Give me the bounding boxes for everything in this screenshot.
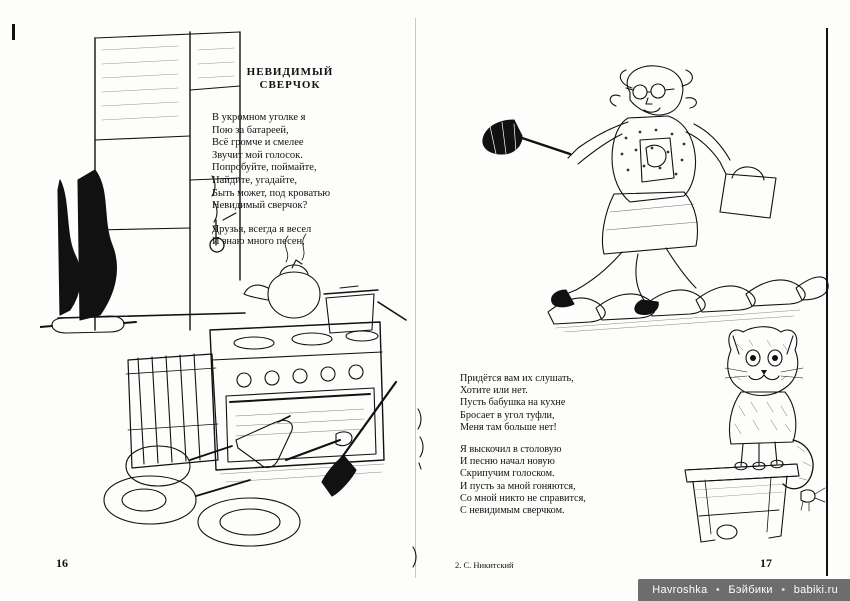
poem-title-line-1: НЕВИДИМЫЙ — [246, 66, 334, 78]
poem-line: С невидимым сверчком. — [460, 505, 565, 517]
poem-line: Бросает в угол туфли, — [460, 409, 555, 421]
stanza-1 — [212, 112, 330, 213]
watermark-separator: • — [715, 584, 720, 596]
stanza-3 — [460, 373, 586, 434]
watermark-separator: • — [781, 584, 786, 596]
watermark-item-2: Бэйбики — [728, 584, 773, 596]
poem-line: Я выскочил в столовую — [460, 444, 562, 456]
poem-line: Хотите или нет. — [460, 385, 528, 397]
stanza-4 — [460, 444, 586, 517]
poem-line: Придётся вам их слушать, — [460, 373, 574, 384]
cat-on-stool-illustration — [675, 320, 840, 550]
poem-title — [200, 66, 380, 92]
cricket-margin-marks-right — [410, 405, 432, 475]
left-page — [0, 0, 415, 601]
poem-line: В укромном уголке я — [212, 112, 306, 123]
right-page-poem — [460, 373, 586, 527]
page-number-right: 17 — [760, 556, 772, 570]
right-page — [415, 0, 850, 601]
poem-title-line-2: СВЕРЧОК — [259, 79, 321, 91]
poem-line: Скрипучим голоском. — [460, 468, 555, 480]
poem-line: Найдите, угадайте, — [212, 174, 298, 186]
printer-signature-mark: 2. С. Никитский — [455, 560, 514, 570]
site-watermark — [638, 579, 850, 601]
poem-line: Меня там больше нет! — [460, 421, 557, 433]
poem-line: И песню начал новую — [460, 456, 555, 468]
poem-line: И знаю много песен, — [212, 236, 305, 248]
watermark-item-1: Havroshka — [652, 584, 708, 596]
poem-line: И пусть за мной гоняются, — [460, 480, 576, 492]
cricket-margin-mark-footer — [405, 545, 423, 569]
poem-line: Попробуйте, поймайте, — [212, 162, 317, 174]
watermark-item-3: babiki.ru — [793, 584, 838, 596]
page-number-left: 16 — [56, 556, 68, 570]
stanza-2 — [212, 224, 330, 249]
poem-line: Пою за батареей, — [212, 124, 289, 136]
poem-line: Невидимый сверчок? — [212, 200, 308, 212]
poem-line: Пусть бабушка на кухне — [460, 397, 566, 409]
grandmother-running-illustration — [470, 62, 830, 332]
poem-line: Всё громче и смелее — [212, 137, 304, 149]
poem-line: Со мной никто не справится, — [460, 492, 586, 504]
poem-line: Друзья, всегда я весел — [212, 223, 312, 235]
poem-line: Звучит мой голосок. — [212, 149, 303, 161]
left-page-poem — [212, 112, 330, 260]
poem-line: Быть может, под кроватью — [212, 187, 331, 199]
kitchen-stove-illustration — [40, 30, 415, 550]
